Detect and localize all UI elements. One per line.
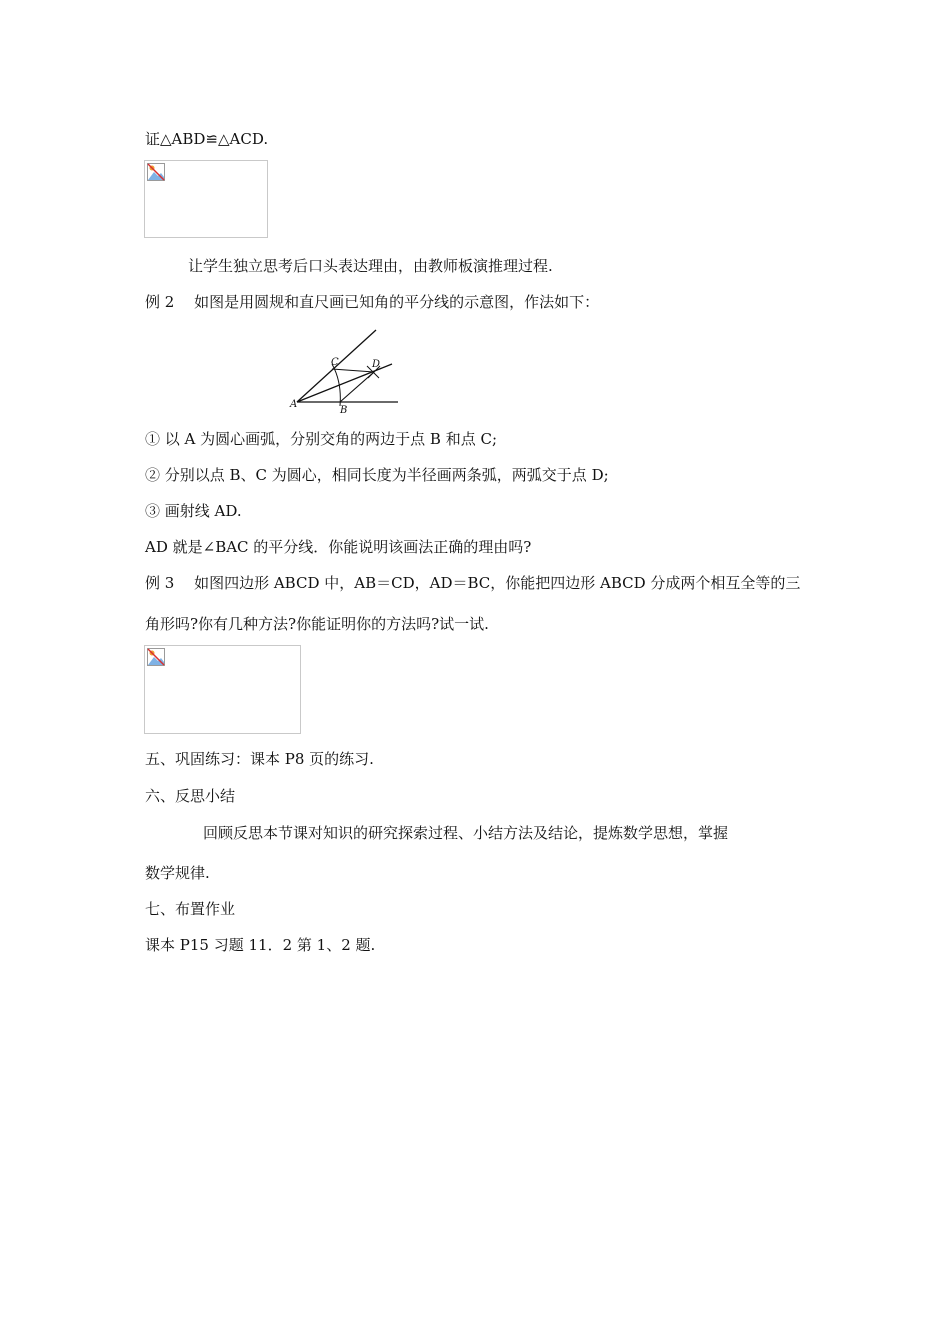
label-a: A — [290, 399, 298, 410]
line-9: 角形吗?你有几种方法?你能证明你的方法吗?试一试. — [145, 615, 489, 633]
line-6: ③ 画射线 AD. — [145, 502, 242, 520]
line-11: 六、反思小结 — [145, 787, 236, 805]
line-3: 例 2 如图是用圆规和直尺画已知角的平分线的示意图，作法如下： — [145, 293, 600, 311]
label-c: C — [331, 357, 339, 368]
arc-from-a — [332, 364, 340, 406]
broken-image-icon — [147, 648, 165, 666]
line-10: 五、巩固练习：课本 P8 页的练习. — [145, 750, 374, 768]
line-4: ① 以 A 为圆心画弧，分别交角的两边于点 B 和点 C; — [145, 430, 497, 448]
line-1: 证△ABD≌△ACD. — [145, 130, 269, 148]
label-b: B — [340, 405, 348, 416]
line-13: 数学规律. — [145, 864, 210, 882]
line-15: 课本 P15 习题 11．2 第 1、2 题. — [145, 936, 376, 954]
line-2: 让学生独立思考后口头表达理由，由教师板演推理过程. — [188, 257, 553, 275]
image-placeholder-1 — [144, 160, 268, 238]
broken-image-icon — [147, 163, 165, 181]
line-5: ② 分别以点 B、C 为圆心，相同长度为半径画两条弧，两弧交于点 D; — [145, 466, 609, 484]
image-placeholder-2 — [144, 645, 301, 734]
segment-cd — [332, 369, 374, 372]
label-d: D — [372, 359, 381, 370]
line-14: 七、布置作业 — [145, 900, 236, 918]
angle-bisector-figure — [288, 326, 403, 416]
line-7: AD 就是∠BAC 的平分线．你能说明该画法正确的理由吗? — [145, 538, 532, 556]
line-8: 例 3 如图四边形 ABCD 中，AB＝CD，AD＝BC，你能把四边形 ABCD 分成两个相互全等的三 — [145, 574, 801, 592]
line-12: 回顾反思本节课对知识的研究探索过程、小结方法及结论，提炼数学思想，掌握 — [203, 824, 729, 842]
